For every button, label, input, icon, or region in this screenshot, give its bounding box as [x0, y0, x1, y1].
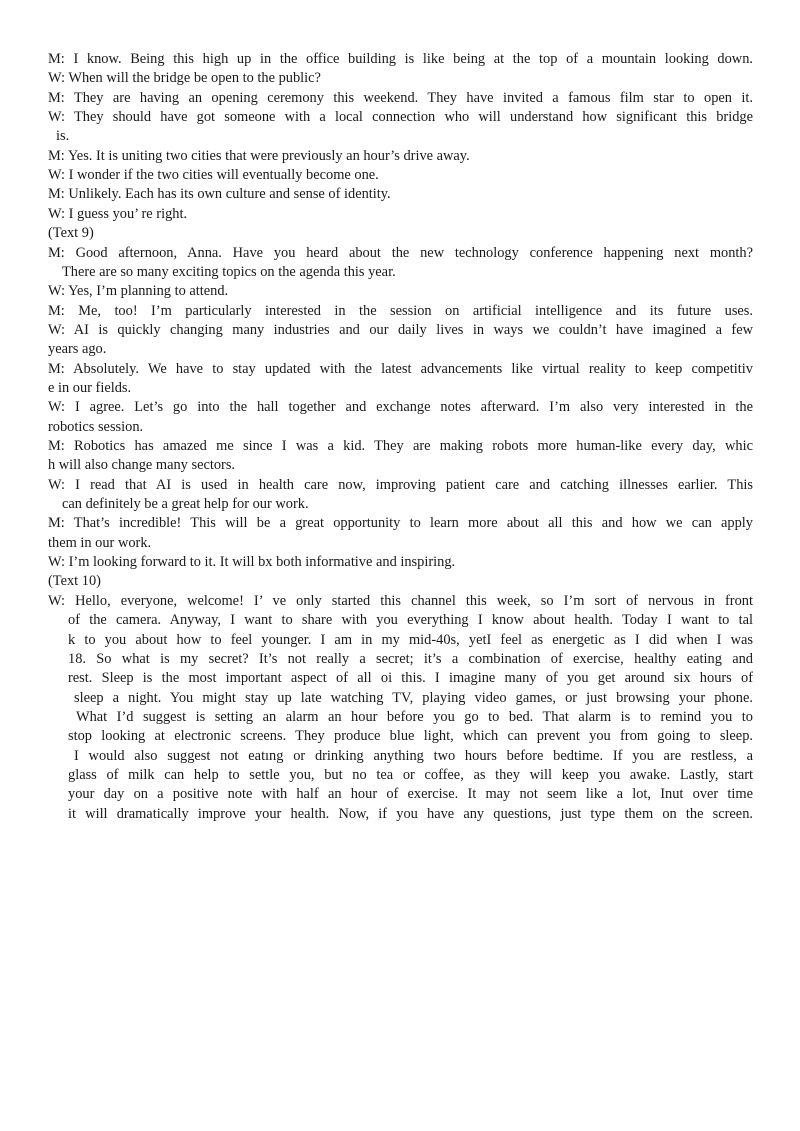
transcript-line: (Text 9): [48, 225, 94, 242]
transcript-line: There are so many exciting topics on the agenda this year.: [62, 263, 396, 280]
transcript-line: W: I guess you’ re right.: [48, 205, 188, 222]
transcript-line: M: That’s incredible! This will be a great opportunity to learn more about all this and how we can apply: [48, 515, 753, 532]
transcript-line: M: They are having an opening ceremony this weekend. They have invited a famous film star to open it.: [48, 89, 753, 106]
transcript-line: stop looking at electronic screens. They produce blue light, which can prevent you from going to sleep.: [68, 728, 753, 745]
transcript-line: of the camera. Anyway, I want to share with you everything I know about health. Today I want to tal: [68, 612, 753, 629]
transcript-line: W: I agree. Let’s go into the hall together and exchange notes afterward. I’m also very interested in the: [48, 399, 753, 416]
transcript-line: W: I wonder if the two cities will eventually become one.: [48, 167, 379, 184]
transcript-line: 18. So what is my secret? It’s not really a secret; it’s a combination of exercise, healthy eating and: [68, 650, 753, 667]
transcript-line: W: I read that AI is used in health care now, improving patient care and catching illnesses earlier. This: [48, 476, 753, 493]
transcript-line: years ago.: [48, 341, 107, 358]
transcript-line: (Text 10): [48, 573, 101, 590]
transcript-line: M: Absolutely. We have to stay updated with the latest advancements like virtual reality to keep competitiv: [48, 360, 753, 377]
transcript-line: W: Hello, everyone, welcome! I’ ve only started this channel this week, so I’m sort of nervous in front: [48, 592, 753, 609]
transcript-line: M: Unlikely. Each has its own culture and sense of identity.: [48, 186, 391, 203]
transcript-line: is.: [56, 128, 70, 145]
transcript-line: sleep a night. You might stay up late watching TV, playing video games, or just browsing your phone.: [74, 689, 753, 706]
transcript-line: W: Yes, I’m planning to attend.: [48, 283, 229, 300]
transcript-line: M: Me, too! I’m particularly interested in the session on artificial intelligence and its future uses.: [48, 302, 753, 319]
transcript-line: can definitely be a great help for our work.: [62, 496, 309, 513]
transcript-line: them in our work.: [48, 534, 152, 551]
transcript-line: glass of milk can help to settle you, but no tea or coffee, as they will keep you awake. Lastly, start: [68, 766, 753, 783]
transcript-line: W: I’m looking forward to it. It will bx both informative and inspiring.: [48, 554, 456, 571]
transcript-line: I would also suggest not eatıng or drinking anything two hours before bedtime. If you are restless, a: [74, 747, 753, 764]
transcript-line: M: I know. Being this high up in the office building is like being at the top of a mountain looking down.: [48, 51, 753, 67]
transcript-line: it will dramatically improve your health. Now, if you have any questions, just type them on the screen.: [68, 805, 753, 822]
transcript-line: M: Robotics has amazed me since I was a kid. They are making robots more human-like every day, whic: [48, 438, 753, 454]
transcript-line: What I’d suggest is setting an alarm an hour before you go to bed. That alarm is to remind you to: [76, 708, 753, 725]
transcript-line: robotics session.: [48, 418, 144, 435]
transcript-line: W: AI is quickly changing many industries and our daily lives in ways we couldn’t have imagined a few: [48, 321, 753, 338]
transcript-line: h will also change many sectors.: [48, 457, 236, 474]
transcript-line: M: Yes. It is uniting two cities that were previously an hour’s drive away.: [48, 147, 470, 164]
transcript-line: e in our fields.: [48, 379, 132, 396]
transcript-line: rest. Sleep is the most important aspect of all oi this. I imagine many of you get around six hours of: [68, 670, 753, 687]
transcript-line: W: They should have got someone with a local connection who will understand how significant this bridge: [48, 109, 753, 126]
transcript-line: W: When will the bridge be open to the public?: [48, 70, 321, 87]
transcript-line: your day on a positive note with half an hour of exercise. It may not seem like a lot, Inut over time: [68, 786, 753, 803]
transcript-line: k to you about how to feel younger. I am in my mid-40s, yetI feel as energetic as I did when I was: [68, 631, 753, 648]
transcript-line: M: Good afternoon, Anna. Have you heard about the new technology conference happening next month?: [48, 244, 753, 261]
